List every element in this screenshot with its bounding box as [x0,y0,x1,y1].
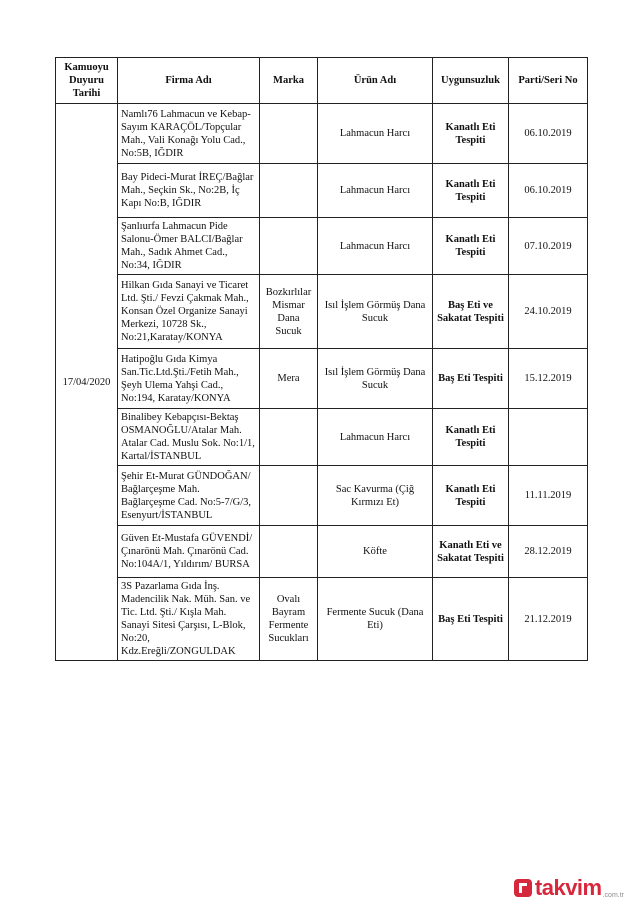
lot-cell: 06.10.2019 [509,164,588,218]
watermark-name: takvim [534,875,602,900]
takvim-logo-icon [514,879,532,897]
firm-cell: Hilkan Gıda Sanayi ve Ticaret Ltd. Şti./ Fevzi Çakmak Mah., Konsan Özel Organize Sanayi Merkezi, 10728 Sk., No:21,Karatay/KONYA [118,275,260,349]
recall-table [55,57,588,661]
table-row [56,349,588,409]
firm-cell: Şanlıurfa Lahmacun Pide Salonu-Ömer BALCI/Bağlar Mah., Sadık Ahmet Cad., No:34, IĞDIR [118,218,260,275]
brand-cell [260,164,318,218]
header-brand: Marka [260,58,318,104]
header-issue: Uygunsuzluk [433,58,509,104]
header-lot: Parti/Seri No [509,58,588,104]
firm-cell: Güven Et-Mustafa GÜVENDİ/Çınarönü Mah. Çınarönü Cad. No:104A/1, Yıldırım/ BURSA [118,526,260,578]
product-cell: Lahmacun Harcı [318,104,433,164]
table-row [56,275,588,349]
header-product: Ürün Adı [318,58,433,104]
product-cell: Isıl İşlem Görmüş Dana Sucuk [318,349,433,409]
lot-cell: 15.12.2019 [509,349,588,409]
table-row [56,466,588,526]
firm-cell: Şehir Et-Murat GÜNDOĞAN/ Bağlarçeşme Mah. Bağlarçeşme Cad. No:5-7/G/3, Esenyurt/İSTANBUL [118,466,260,526]
brand-cell: Ovalı Bayram Fermente Sucukları [260,578,318,661]
issue-cell: Kanatlı Eti Tespiti [433,104,509,164]
table-row [56,104,588,164]
announcement-date-cell: 17/04/2020 [56,104,118,661]
issue-cell: Baş Eti Tespiti [433,349,509,409]
table-row [56,218,588,275]
issue-cell: Baş Eti ve Sakatat Tespiti [433,275,509,349]
brand-cell [260,409,318,466]
issue-cell: Kanatlı Eti Tespiti [433,409,509,466]
brand-cell: Bozkırlılar Mismar Dana Sucuk [260,275,318,349]
header-firm: Firma Adı [118,58,260,104]
lot-cell: 11.11.2019 [509,466,588,526]
issue-cell: Kanatlı Eti Tespiti [433,218,509,275]
lot-cell [509,409,588,466]
firm-cell: Binalibey Kebapçısı-Bektaş OSMANOĞLU/Atalar Mah. Atalar Cad. Muslu Sok. No:1/1, Kartal/İSTANBUL [118,409,260,466]
lot-cell: 24.10.2019 [509,275,588,349]
product-cell: Lahmacun Harcı [318,409,433,466]
firm-cell: Namlı76 Lahmacun ve Kebap-Sayım KARAÇÖL/Topçular Mah., Vali Konağı Yolu Cad., No:5B, IĞDIR [118,104,260,164]
table-row [56,578,588,661]
firm-cell: Hatipoğlu Gıda Kimya San.Tic.Ltd.Şti./Fetih Mah., Şeyh Ulema Yahşi Cad., No:194, Karatay/KONYA [118,349,260,409]
table-row [56,409,588,466]
takvim-watermark [514,873,624,903]
issue-cell: Kanatlı Eti ve Sakatat Tespiti [433,526,509,578]
lot-cell: 28.12.2019 [509,526,588,578]
product-cell: Lahmacun Harcı [318,164,433,218]
lot-cell: 07.10.2019 [509,218,588,275]
product-cell: Fermente Sucuk (Dana Eti) [318,578,433,661]
table-row [56,164,588,218]
lot-cell: 06.10.2019 [509,104,588,164]
product-cell: Köfte [318,526,433,578]
brand-cell: Mera [260,349,318,409]
product-cell: Isıl İşlem Görmüş Dana Sucuk [318,275,433,349]
brand-cell [260,526,318,578]
brand-cell [260,218,318,275]
firm-cell: Bay Pideci-Murat İREÇ/Bağlar Mah., Seçkin Sk., No:2B, İç Kapı No:B, IĞDIR [118,164,260,218]
header-date: Kamuoyu Duyuru Tarihi [56,58,118,104]
watermark-domain: .com.tr [602,892,624,899]
firm-cell: 3S Pazarlama Gıda İnş. Madencilik Nak. Müh. San. ve Tic. Ltd. Şti./ Kışla Mah. Sanayi Sitesi Çarşısı, L-Blok, No:20, Kdz.Ereğli/ZONGULDAK [118,578,260,661]
issue-cell: Kanatlı Eti Tespiti [433,164,509,218]
product-cell: Lahmacun Harcı [318,218,433,275]
table-header-row [56,58,588,104]
product-cell: Sac Kavurma (Çiğ Kırmızı Et) [318,466,433,526]
brand-cell [260,466,318,526]
lot-cell: 21.12.2019 [509,578,588,661]
brand-cell [260,104,318,164]
table-row [56,526,588,578]
issue-cell: Kanatlı Eti Tespiti [433,466,509,526]
issue-cell: Baş Eti Tespiti [433,578,509,661]
